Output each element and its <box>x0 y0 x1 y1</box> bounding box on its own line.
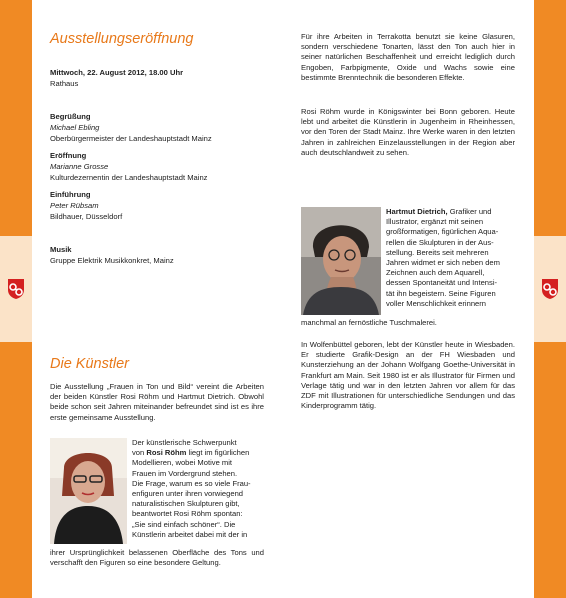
opening-venue: Rathaus <box>50 79 79 88</box>
text-line: „Sie sind einfach schöner“. Die <box>132 519 236 529</box>
text-line: Zeichnen auch dem Aquarell, <box>386 268 485 278</box>
hartmut-dietrich-photo <box>301 207 381 315</box>
text-fragment: liegt im figürlichen <box>186 448 250 458</box>
opening-datetime: Mittwoch, 22. August 2012, 18.00 Uhr <box>50 68 184 77</box>
program-role: Oberbürgermeister der Landeshauptstadt Mainz <box>50 134 212 143</box>
artist-name-dietrich: Hartmut Dietrich, <box>386 207 448 216</box>
right-paragraph-1: Für ihre Arbeiten in Terrakotta benutzt sie keine Glasuren, sondern verschiedene Tonarten, lässt den Ton auch hier in seiner natürlichen Beschaffenheit und erreicht lediglich durch Engoben, Farbpigmente, Oxide und Wachs sowie eine bestimmte Brenntechnik die besonderen Effekte. <box>301 32 515 82</box>
text-line: tät ihn begeistern. Seine Figuren <box>386 288 496 298</box>
text-line <box>386 207 515 217</box>
right-paragraph-3: In Wolfenbüttel geboren, lebt der Künstler heute in Wiesbaden. Er studierte Grafik-Design an der FH Wiesbaden und Kunsterziehung an der Johann Wolfgang Goethe-Universität in Frankfurt am Main. Seit 1980 ist er als Illustrator für Firmen und Verlage tätig und war in den letzten Jahren vor allem für das ZDF mit Illustrationen für unterschiedliche Sendungen und das Kinderprogramm tätig. <box>301 340 515 411</box>
program-title: Eröffnung <box>50 151 87 160</box>
text-line: beantwortet Rosi Röhm spontan: <box>132 509 243 519</box>
text-line: Jahren widmet er sich neben dem <box>386 258 500 268</box>
text-line: stellung. Bereits seit mehreren <box>386 247 489 257</box>
text-line: Illustrator, ergänzt mit seinen <box>386 217 484 227</box>
text-line: enfiguren unter ihren vorwiegend <box>132 489 244 499</box>
roehm-text-tail: ihrer Ursprünglichkeit belassenen Oberfläche des Tons und verschafft den Figuren so eine besondere Geltung. <box>50 548 264 568</box>
program-role: Bildhauer, Düsseldorf <box>50 212 123 221</box>
program-title: Einführung <box>50 190 91 199</box>
program-role: Kulturdezernentin der Landeshauptstadt Mainz <box>50 173 208 182</box>
dietrich-text-beside-photo <box>386 207 515 309</box>
text-line: Künstlerin arbeitet dabei mit der in <box>132 529 248 539</box>
opening-heading: Ausstellungseröffnung <box>50 31 194 47</box>
mainz-coat-of-arms-icon <box>7 278 25 300</box>
text-line: Frauen im Vordergrund stehen. <box>132 468 238 478</box>
program-title: Begrüßung <box>50 112 91 121</box>
text-line: Modellieren, wobei Motive mit <box>132 458 233 468</box>
mainz-coat-of-arms-icon <box>541 278 559 300</box>
text-line: dessen Spontaneität und Intensi- <box>386 278 498 288</box>
artists-intro: Die Ausstellung „Frauen in Ton und Bild“ vereint die Arbeiten der beiden Künstler Rosi Röhm und Hartmut Dietrich. Obwohl beide schon seit Jahren miteinander befreundet sind ist es ihre erste gemeinsame Ausstellung. <box>50 382 264 422</box>
text-line: naturalistischen Skulpturen gibt, <box>132 499 240 509</box>
rosi-roehm-photo <box>50 438 127 544</box>
text-line: rellen die Skulpturen in der Aus- <box>386 237 494 247</box>
music-text: Gruppe Elektrik Musikkonkret, Mainz <box>50 256 174 265</box>
program-speaker: Marianne Grosse <box>50 162 109 171</box>
text-line <box>132 448 264 458</box>
program-speaker: Michael Ebling <box>50 123 100 132</box>
right-paragraph-2: Rosi Röhm wurde in Königswinter bei Bonn geboren. Heute lebt und arbeitet die Künstlerin in Jugenheim in Rheinhessen, vor den Toren der Stadt Mainz. Ihre Werke waren in den letzten Jahren in zahlreichen Einzelausstellungen in der Region aber auch deutschlandweit zu sehen. <box>301 107 515 157</box>
text-line: Die Frage, warum es so viele Frau- <box>132 478 251 488</box>
text-fragment: Grafiker und <box>447 207 492 216</box>
music-title: Musik <box>50 245 72 254</box>
text-line: voller Menschlichkeit erinnern <box>386 298 487 308</box>
dietrich-text-tail: manchmal an fernöstliche Tuschmalerei. <box>301 318 437 327</box>
program-speaker: Peter Rübsam <box>50 201 99 210</box>
text-line: großformatigen, figürlichen Aqua- <box>386 227 499 237</box>
roehm-text-beside-photo <box>132 438 264 540</box>
text-fragment: von <box>132 448 147 458</box>
text-line: Der künstlerische Schwerpunkt <box>132 438 237 447</box>
artists-heading: Die Künstler <box>50 356 129 372</box>
artist-name-roehm: Rosi Röhm <box>146 448 187 458</box>
